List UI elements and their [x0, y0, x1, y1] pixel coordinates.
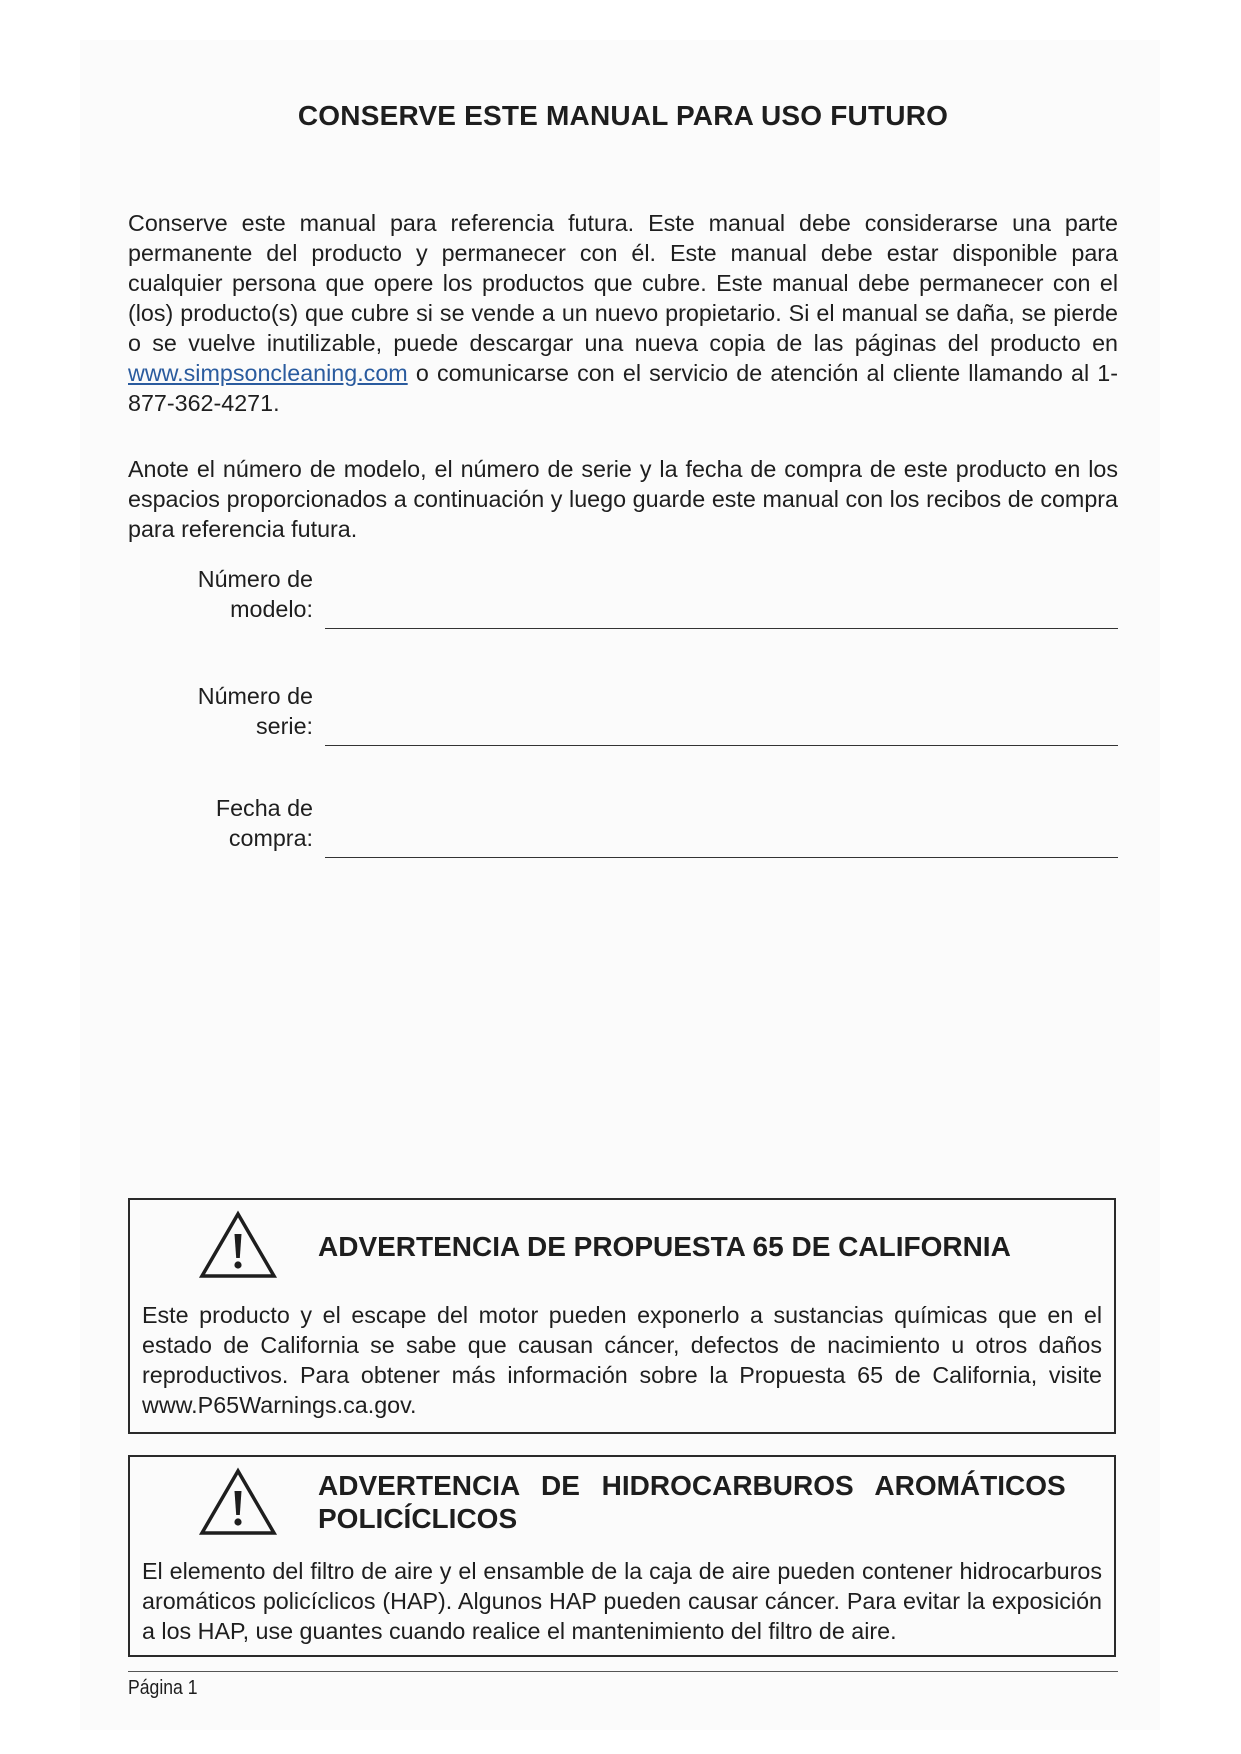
model-number-label-line2: modelo: — [230, 596, 313, 622]
intro-paragraph — [128, 208, 1118, 418]
purchase-date-field[interactable] — [325, 857, 1118, 858]
intro-text-after-link: o comunicarse con el servicio de atención al cliente llamando al 1-877-362-4271. — [128, 360, 1118, 416]
prop65-warning-box — [128, 1198, 1116, 1434]
warning-triangle-icon — [198, 1210, 278, 1280]
warning-triangle-icon — [198, 1467, 278, 1537]
model-number-label-line1: Número de — [197, 566, 313, 592]
intro-text-before-link: Conserve este manual para referencia futura. Este manual debe considerarse una parte permanente del producto y permanecer con él. Este manual debe estar disponible para cualquier persona que opere los productos que cubre. Este manual debe permanecer con el (los) producto(s) que cubre si se vende a un nuevo propietario. Si el manual se daña, se pierde o se vuelve inutilizable, puede descargar una nueva copia de las páginas del producto en — [128, 210, 1118, 356]
serial-number-field[interactable] — [325, 745, 1118, 746]
purchase-date-label-line2: compra: — [228, 825, 313, 851]
website-link[interactable]: www.simpsoncleaning.com — [128, 360, 408, 386]
serial-number-label-line2: serie: — [256, 713, 313, 739]
page-title: CONSERVE ESTE MANUAL PARA USO FUTURO — [297, 100, 949, 131]
serial-number-label — [160, 681, 313, 741]
footer-divider — [128, 1671, 1118, 1672]
prop65-warning-text: Este producto y el escape del motor pueden exponerlo a sustancias químicas que en el estado de California se sabe que causan cáncer, defectos de nacimiento u otros daños reproductivos. Para obtener más información sobre la Propuesta 65 de California, visite www.P65Warnings.ca.gov. — [142, 1302, 1102, 1418]
model-number-field[interactable] — [325, 628, 1118, 629]
pah-warning-title: ADVERTENCIA DE HIDROCARBUROS AROMÁTICOS POLICÍCLICOS — [318, 1470, 1066, 1534]
pah-warning-box — [128, 1455, 1116, 1657]
model-number-label — [160, 564, 313, 624]
pah-warning-text: El elemento del filtro de aire y el ensamble de la caja de aire pueden contener hidrocarburos aromáticos policíclicos (HAP). Algunos HAP pueden causar cáncer. Para evitar la exposición a los HAP, use guantes cuando realice el mantenimiento del filtro de aire. — [142, 1558, 1102, 1644]
serial-number-label-line1: Número de — [197, 683, 313, 709]
prop65-warning-title: ADVERTENCIA DE PROPUESTA 65 DE CALIFORNIA — [318, 1231, 1011, 1262]
purchase-date-label-line1: Fecha de — [215, 795, 313, 821]
page-number: Página 1 — [128, 1677, 198, 1699]
record-instructions: Anote el número de modelo, el número de serie y la fecha de compra de este producto en los espacios proporcionados a continuación y luego guarde este manual con los recibos de compra para referencia futura. — [128, 456, 1118, 542]
purchase-date-label — [160, 793, 313, 853]
